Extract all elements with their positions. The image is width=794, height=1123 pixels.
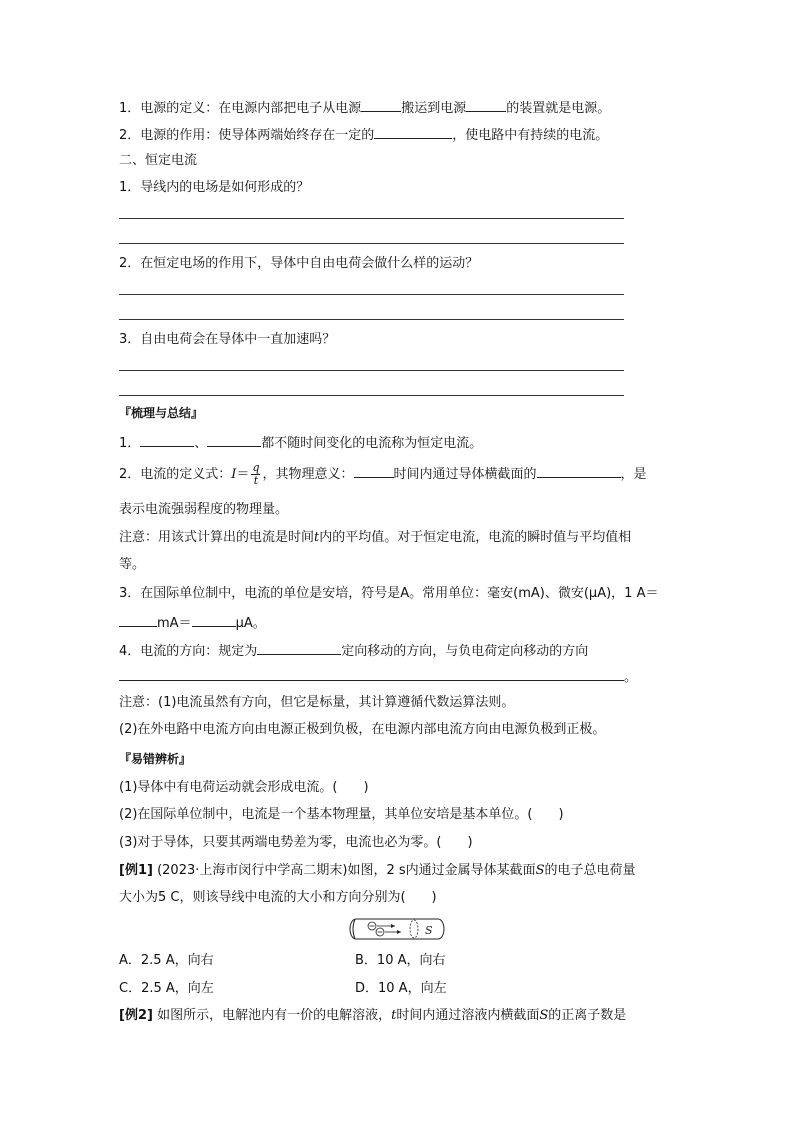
cross-section-icon (410, 920, 418, 938)
answer-blank[interactable] (354, 463, 394, 478)
answer-blank[interactable] (466, 97, 506, 112)
answer-blank[interactable] (207, 432, 261, 447)
answer-line[interactable] (119, 243, 624, 244)
conductor-figure (347, 915, 447, 943)
answer-line[interactable] (119, 370, 624, 371)
power-role: 2．电源的作用：使导体两端始终存在一定的 ，使电路中有持续的电流。 (119, 124, 608, 145)
summary-item-3: 3．在国际单位制中，电流的单位是安培，符号是A。常用单位：毫安(mA)、微安(μA)，1 A＝ (119, 586, 659, 601)
answer-blank[interactable] (119, 666, 624, 681)
answer-blank[interactable] (361, 97, 401, 112)
answer-line[interactable] (119, 319, 624, 320)
summary-item-2-cont: 表示电流强弱程度的物理量。 (119, 502, 289, 517)
answer-line[interactable] (119, 294, 624, 295)
example-tag: [例1] (119, 863, 153, 878)
question-1: 1．导线内的电场是如何形成的？ (119, 180, 310, 195)
example-tag: [例2] (119, 1008, 153, 1023)
answer-line[interactable] (119, 395, 624, 396)
answer-blank[interactable] (119, 612, 157, 627)
option-d[interactable]: D．10 A，向左 (355, 981, 447, 996)
answer-line[interactable] (119, 218, 624, 219)
note-average: 注意：用该式计算出的电流是时间t内的平均值。对于恒定电流，电流的瞬时值与平均值相 (119, 530, 632, 545)
summary-heading: 『梳理与总结』 (119, 406, 204, 420)
example-1-stem-cont: 大小为5 C，则该导线中电流的大小和方向分别为( ) (119, 890, 437, 905)
summary-item-3-cont: mA＝ μA。 (119, 612, 266, 633)
answer-blank[interactable] (374, 124, 452, 139)
summary-item-4-cont: 。 (119, 666, 637, 687)
example-1-stem: [例1] (2023·上海市闵行中学高二期末)如图，2 s内通过金属导体某截面S的电子总电荷量 (119, 863, 636, 878)
option-b[interactable]: B．10 A，向右 (355, 953, 446, 968)
section-heading: 二、恒定电流 (119, 153, 198, 168)
answer-blank[interactable] (257, 640, 341, 655)
section-label: S (425, 924, 433, 937)
answer-blank[interactable] (140, 432, 194, 447)
option-c[interactable]: C．2.5 A，向左 (119, 981, 214, 996)
error-item-1: (1)导体中有电荷运动就会形成电流。( ) (119, 780, 369, 795)
note-average-cont: 等。 (119, 557, 146, 572)
question-2: 2．在恒定电场的作用下，导体中自由电荷会做什么样的运动？ (119, 256, 479, 271)
summary-item-4: 4．电流的方向：规定为 定向移动的方向，与负电荷定向移动的方向 (119, 640, 588, 661)
error-item-3: (3)对于导体，只要其两端电势差为零，电流也必为零。( ) (119, 835, 473, 850)
error-item-2: (2)在国际单位制中，电流是一个基本物理量，其单位安培是基本单位。( ) (119, 807, 564, 822)
example-2-stem: [例2] 如图所示，电解池内有一价的电解溶液，t时间内通过溶液内横截面S的正离子数是 (119, 1008, 627, 1023)
note-direction: (2)在外电路中电流方向由电源正极到负极，在电源内部电流方向由电源负极到正极。 (119, 722, 606, 737)
summary-item-2: 2．电流的定义式：I＝ $\frac{q}{t}$ ，其物理意义： 时间内通过导体横截面的 ，是 (119, 461, 647, 487)
current-formula-fraction: $\frac{q}{t}$ (252, 461, 260, 487)
summary-item-1: 1． 、 都不随时间变化的电流称为恒定电流。 (119, 432, 482, 453)
option-a[interactable]: A．2.5 A，向右 (119, 953, 214, 968)
question-3: 3．自由电荷会在导体中一直加速吗？ (119, 332, 336, 347)
errors-heading: 『易错辨析』 (119, 752, 192, 766)
answer-blank[interactable] (192, 612, 236, 627)
power-definition: 1．电源的定义：在电源内部把电子从电源 搬运到电源 的装置就是电源。 (119, 97, 610, 118)
conductor-end (353, 919, 355, 939)
note-scalar: 注意：(1)电流虽然有方向，但它是标量，其计算遵循代数运算法则。 (119, 695, 515, 710)
answer-blank[interactable] (537, 463, 621, 478)
